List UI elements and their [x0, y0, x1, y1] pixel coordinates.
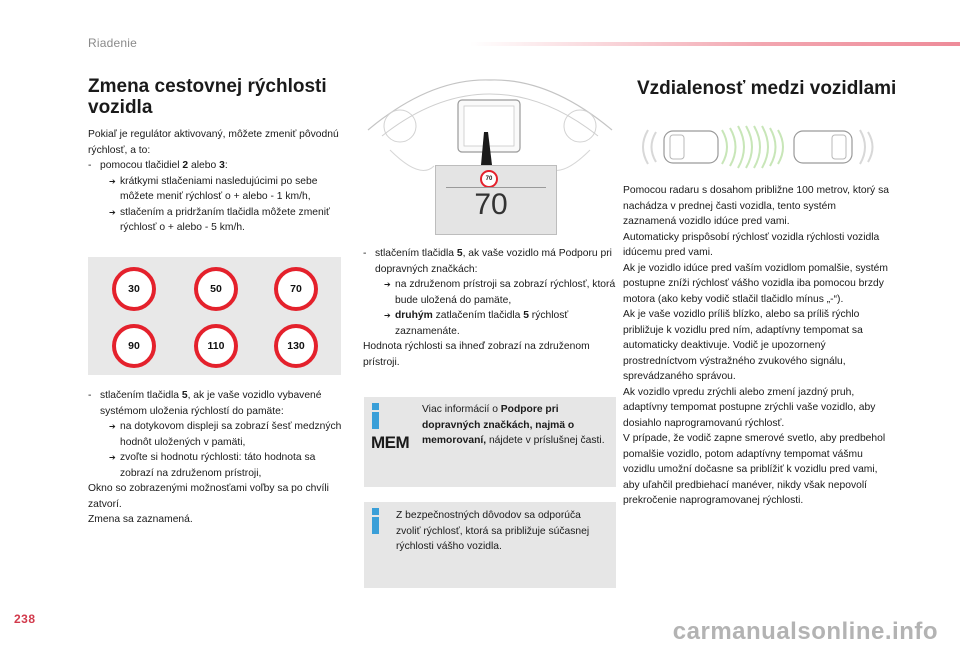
- left-subitem-touchscreen: ➔ na dotykovom displeji sa zobrazí šesť medzných hodnôt uložených v pamäti,: [109, 421, 342, 448]
- left-subitem-choose: ➔ zvoľte si hodnotu rýchlosti: táto hodnota sa zobrazí na združenom prístroji,: [109, 452, 316, 479]
- middle-outro: Hodnota rýchlosti sa ihneď zobrazí na združenom prístroji.: [363, 341, 590, 368]
- radar-distance-illustration: [634, 122, 884, 172]
- left-upper-text: [88, 127, 350, 236]
- left-item-buttons: - pomocou tlačidiel 2 alebo 3:: [88, 160, 228, 171]
- cluster-speed-sign: 70: [480, 170, 498, 188]
- left-subitem-long-press: ➔ stlačením a pridržaním tlačidla môžete zmeniť rýchlosť o + alebo - 5 km/h.: [109, 206, 330, 233]
- info-box-safety-text: Z bezpečnostných dôvodov sa odporúča zvoliť rýchlosť, ktorá sa približuje súčasnej rýchlosti vášho vozidla.: [396, 510, 590, 552]
- header-decoration-bar: [470, 42, 960, 46]
- section-header: Riadenie: [88, 36, 137, 50]
- left-subitem-short-press: ➔ krátkymi stlačeniami nasledujúcimi po sebe môžete meniť rýchlosť o + alebo - 1 km/h,: [109, 175, 318, 202]
- cluster-zoom-display: [435, 165, 557, 235]
- arrow-icon: ➔: [384, 280, 391, 289]
- left-outro-window: Okno so zobrazenými možnosťami voľby sa po chvíli zatvorí.: [88, 483, 329, 510]
- middle-subitem-displayed: ➔ na združenom prístroji sa zobrazí rýchlosť, ktorá bude uložená do pamäte,: [384, 279, 616, 306]
- speed-sign-110: 110: [194, 324, 238, 368]
- two-vehicles-radar-drawing: [634, 122, 884, 172]
- middle-text: [363, 246, 619, 370]
- info-box-memory: [364, 397, 616, 487]
- right-title: Vzdialenosť medzi vozidlami: [637, 78, 897, 99]
- speed-sign-130: 130: [274, 324, 318, 368]
- speed-sign-90: 90: [112, 324, 156, 368]
- left-lower-text: [88, 388, 350, 528]
- arrow-icon: ➔: [384, 311, 391, 320]
- left-title: Zmena cestovnej rýchlosti vozidla: [88, 76, 327, 118]
- middle-subitem-second-press: ➔ druhým zatlačením tlačidla 5 rýchlosť zaznamenáte.: [384, 310, 569, 337]
- cluster-speed-value: 70: [474, 188, 508, 221]
- left-item-memory: - stlačením tlačidla 5, ak je vaše vozidlo vybavené systémom uloženia rýchlostí do pamäte:: [88, 390, 322, 417]
- arrow-icon: ➔: [109, 176, 116, 186]
- left-intro: Pokiaľ je regulátor aktivovaný, môžete zmeniť pôvodnú rýchlosť, a to:: [88, 129, 339, 156]
- speed-sign-30: 30: [112, 267, 156, 311]
- info-box-safety: [364, 502, 616, 588]
- arrow-icon: ➔: [109, 207, 116, 217]
- info-box-memory-text: Viac informácií o Podpore pri dopravných značkách, najmä o memorovaní, nájdete v príslušnej časti.: [422, 404, 605, 446]
- arrow-icon: ➔: [109, 453, 116, 462]
- middle-item-traffic-signs: - stlačením tlačidla 5, ak vaše vozidlo má Podporu pri dopravných značkách:: [363, 248, 612, 275]
- speed-sign-50: 50: [194, 267, 238, 311]
- mem-label: MEM: [371, 433, 410, 452]
- speed-presets-panel: [88, 257, 341, 375]
- page-number: 238: [14, 612, 36, 626]
- info-icon: [372, 508, 379, 534]
- info-icon: [372, 403, 379, 429]
- left-outro-recorded: Zmena sa zaznamená.: [88, 514, 193, 525]
- speed-sign-70: 70: [274, 267, 318, 311]
- arrow-icon: ➔: [109, 422, 116, 431]
- right-body-text: Pomocou radaru s dosahom približne 100 metrov, ktorý sa nachádza v prednej časti vozidla, tento systém zaznamená vozidlo idúce pred vami. Automaticky prispôsobí rýchlosť vozidla rýchlosti vozidla idúcemu pred vami. Ak je vozidlo idúce pred vaším vozidlom pomalšie, systém postupne zníži rýchlosť vášho vozidla iba pomocou brzdy motora (ako keby vodič stlačil tlačidlo mínus „-“). Ak je vaše vozidlo príliš blízko, alebo sa príliš rýchlo približuje k vozidlu pred ním, adaptívny tempomat sa automaticky deaktivuje. Vodič je upozornený prostredníctvom výstražného zvukového signálu, sprevádzaného správou. Ak vozidlo vpredu zrýchli alebo zmení jazdný pruh, adaptívny tempomat postupne zrýchli vaše vozidlo, aby dosiahlo naprogramovanú rýchlosť. V prípade, že vodič zapne smerové svetlo, aby predbehol pomalšie vozidlo, potom adaptívny tempomat vášmu vozidlu umožní dočasne sa priblížiť k vozidlu pred vami, aby uľahčil predbiehací manéver, nikdy však nepovolí prekročenie naprogramovanej rýchlosti.: [623, 185, 889, 506]
- watermark: carmanualsonline.info: [672, 618, 938, 645]
